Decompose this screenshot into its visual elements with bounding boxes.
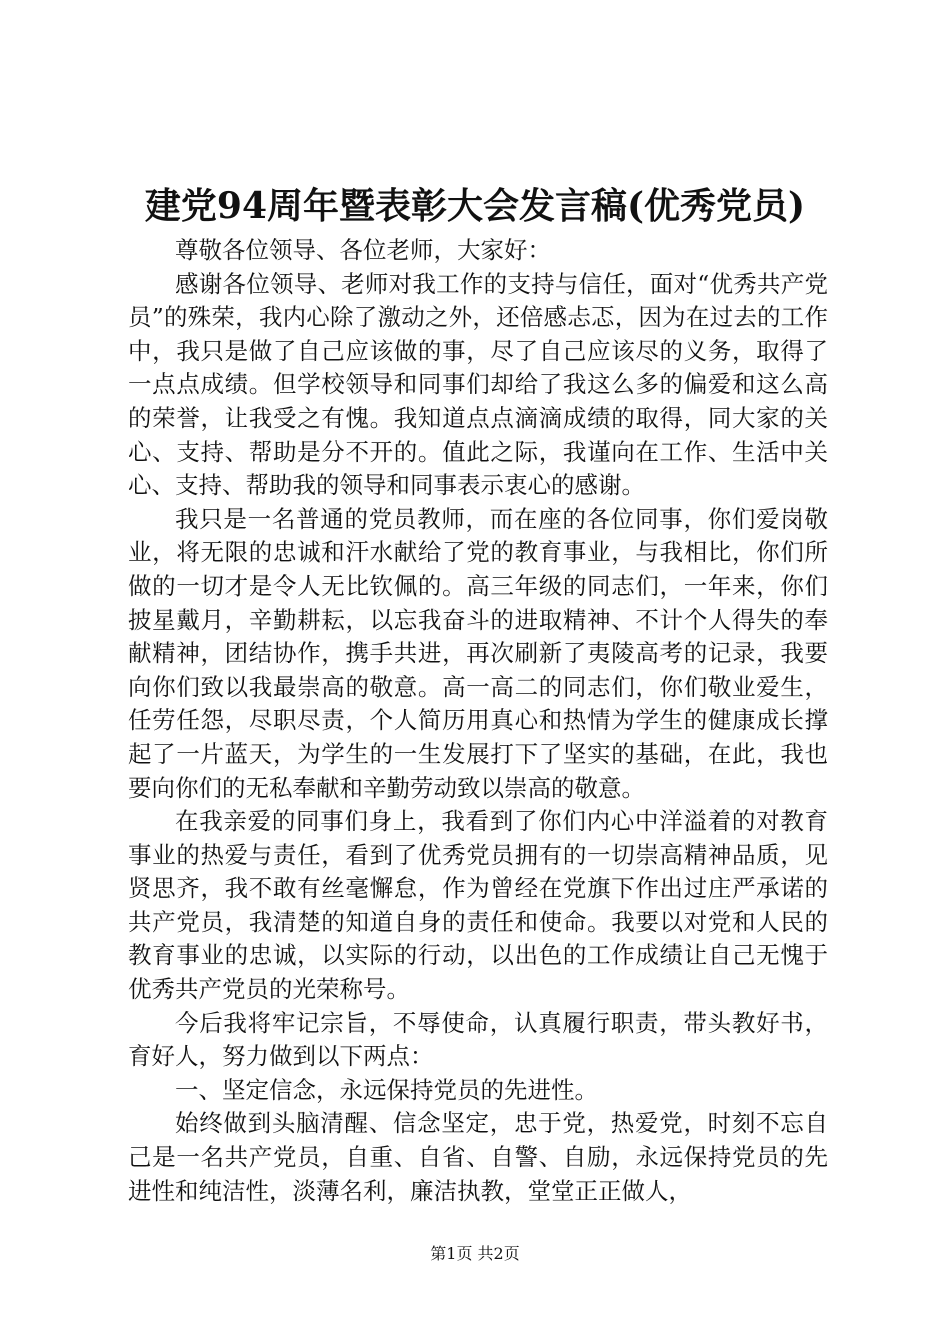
paragraph-greeting: 尊敬各位领导、各位老师，大家好： xyxy=(175,236,551,264)
document-body xyxy=(128,234,828,1208)
section-heading: 一、坚定信念，永远保持党员的先进性。 xyxy=(175,1075,598,1104)
paragraph: 在我亲爱的同事们身上，我看到了你们内心中洋溢着的对教育事业的热爱与责任，看到了优秀党员拥有的一切崇高精神品质，见贤思齐，我不敢有丝毫懈怠，作为曾经在党旗下作出过庄严承诺的共产党员，我清楚的知道自身的责任和使命。我要以对党和人民的教育事业的忠诚，以实际的行动，以出色的工作成绩让自己无愧于优秀共产党员的光荣称号。 xyxy=(128,807,828,1004)
paragraph: 感谢各位领导、老师对我工作的支持与信任，面对“优秀共产党员”的殊荣，我内心除了激动之外，还倍感忐忑，因为在过去的工作中，我只是做了自己应该做的事，尽了自己应该尽的义务，取得了一点点成绩。但学校领导和同事们却给了我这么多的偏爱和这么高的荣誉，让我受之有愧。我知道点点滴滴成绩的取得，同大家的关心、支持、帮助是分不开的。值此之际，我谨向在工作、生活中关心、支持、帮助我的领导和同事表示衷心的感谢。 xyxy=(128,269,828,500)
page-footer: 第1页 共2页 xyxy=(430,1244,520,1263)
paragraph: 今后我将牢记宗旨，不辱使命，认真履行职责，带头教好书，育好人，努力做到以下两点： xyxy=(128,1008,828,1071)
paragraph: 我只是一名普通的党员教师，而在座的各位同事，你们爱岗敬业，将无限的忠诚和汗水献给了党的教育事业，与我相比，你们所做的一切才是令人无比钦佩的。高三年级的同志们，一年来，你们披星戴月，辛勤耕耘，以忘我奋斗的进取精神、不计个人得失的奉献精神，团结协作，携手共进，再次刷新了夷陵高考的记录，我要向你们致以我最崇高的敬意。高一高二的同志们，你们敬业爱生，任劳任怨，尽职尽责，个人简历用真心和热情为学生的健康成长撑起了一片蓝天，为学生的一生发展打下了坚实的基础，在此，我也要向你们的无私奉献和辛勤劳动致以崇高的敬意。 xyxy=(128,504,828,802)
paragraph: 始终做到头脑清醒、信念坚定，忠于党，热爱党，时刻不忘自己是一名共产党员，自重、自省、自警、自励，永远保持党员的先进性和纯洁性，淡薄名利，廉洁执教，堂堂正正做人， xyxy=(128,1109,828,1205)
document-title: 建党94周年暨表彰大会发言稿(优秀党员) xyxy=(144,185,806,227)
